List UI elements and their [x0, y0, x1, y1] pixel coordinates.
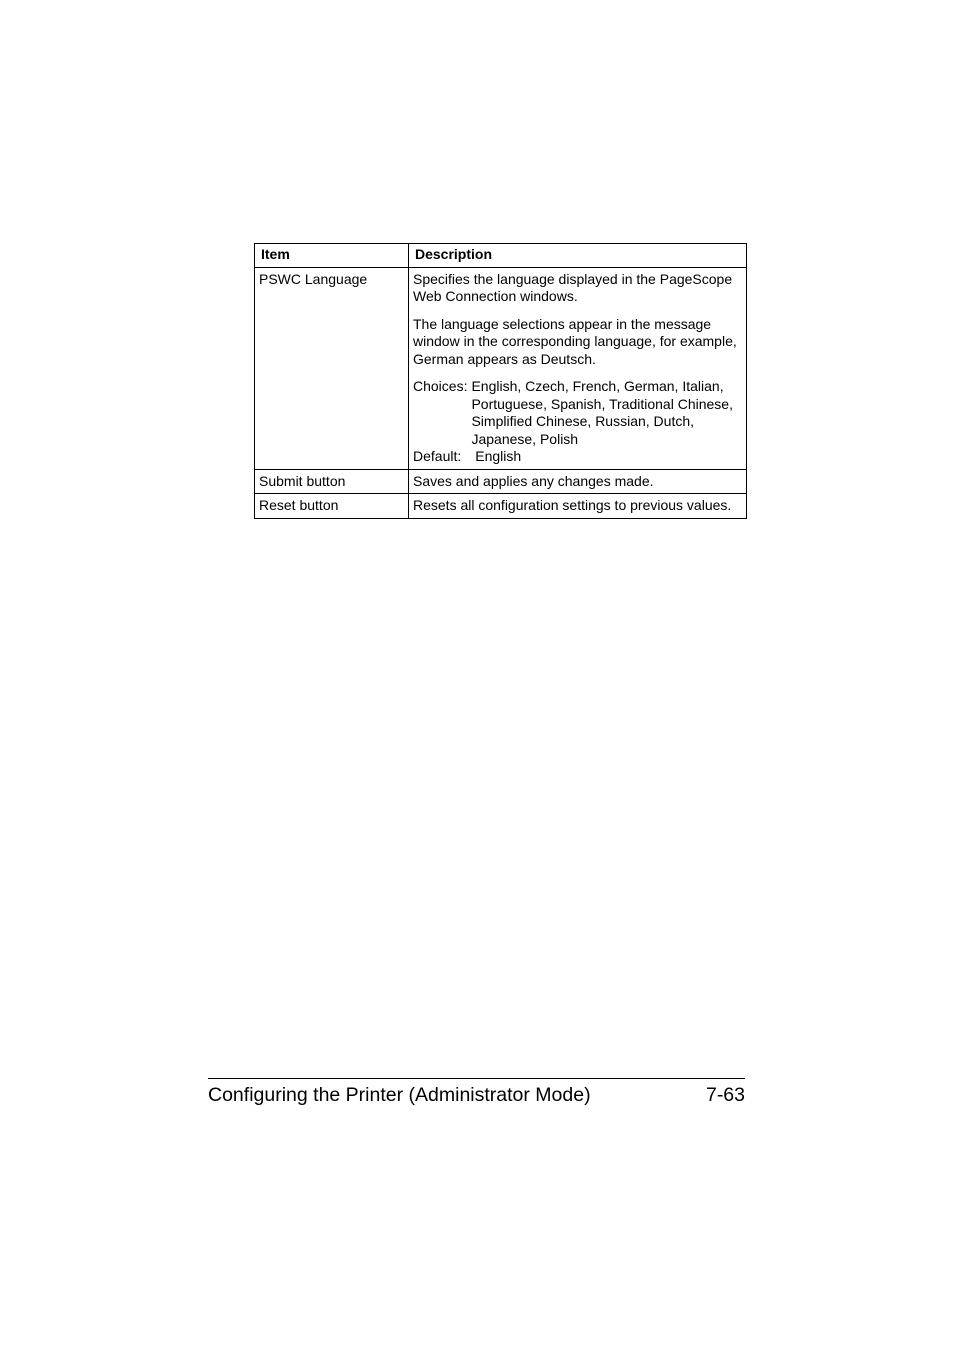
table-row-pswc-language [255, 267, 747, 469]
choices-line [413, 378, 742, 448]
item-cell-reset-button: Reset button [255, 494, 409, 519]
item-cell-pswc-language: PSWC Language [255, 267, 409, 469]
column-header-description: Description [409, 244, 747, 268]
description-paragraph: Specifies the language displayed in the PageScope Web Connection windows. [413, 270, 733, 304]
description-cell-pswc-language [409, 267, 747, 469]
description-cell-reset-button: Resets all configuration settings to previous values. [409, 494, 747, 519]
footer-section-title: Configuring the Printer (Administrator Mode) [208, 1084, 591, 1106]
choices-value: English, Czech, French, German, Italian, Portuguese, Spanish, Traditional Chinese, Simplified Chinese, Russian, Dutch, Japanese, Polish [471, 378, 733, 447]
default-label: Default: [413, 448, 462, 464]
footer-divider [208, 1078, 745, 1079]
description-paragraph: The language selections appear in the message window in the corresponding language, for example, German appears as Deutsch. [413, 315, 737, 367]
table-row-submit-button [255, 469, 747, 494]
default-line [413, 448, 742, 466]
settings-description-table [254, 243, 747, 519]
table-row-reset-button [255, 494, 747, 519]
choices-label: Choices: [413, 378, 468, 394]
footer-page-number: 7-63 [705, 1084, 745, 1106]
table-header-row [255, 244, 747, 268]
item-cell-submit-button: Submit button [255, 469, 409, 494]
default-value: English [475, 448, 522, 464]
description-cell-submit-button: Saves and applies any changes made. [409, 469, 747, 494]
column-header-item: Item [255, 244, 409, 268]
